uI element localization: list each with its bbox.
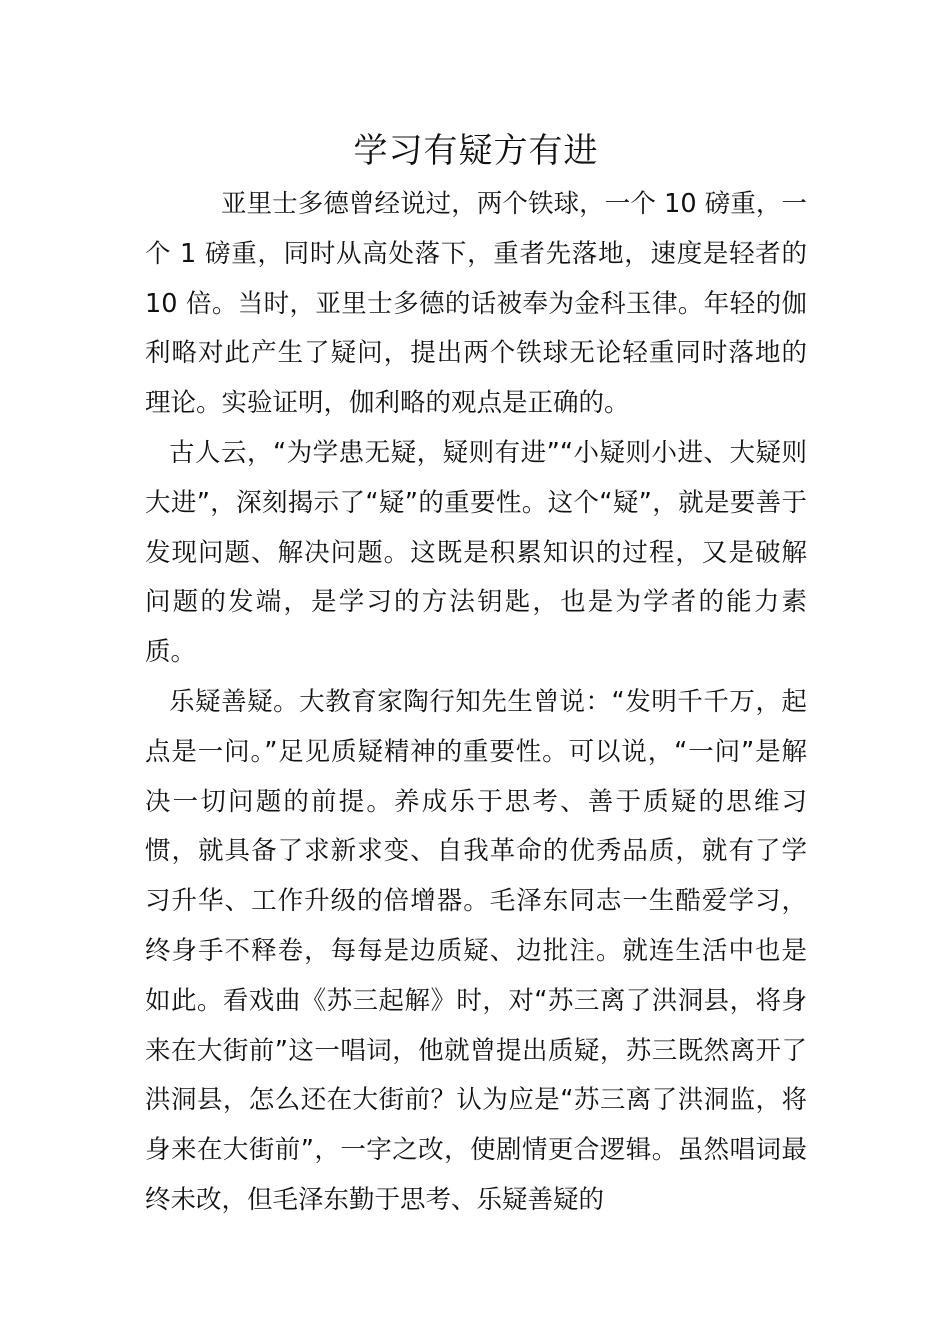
document-title: 学习有疑方有进 <box>353 131 599 171</box>
paragraph-galileo: 亚里士多德曾经说过，两个铁球，一个 10 磅重，一个 1 磅重，同时从高处落下，重者先落地，速度是轻者的 10 倍。当时，亚里士多德的话被奉为金科玉律。年轻的伽利略对此产生了疑问，提出两个铁球无论轻重同时落地的理论。实验证明，伽利略的观点是正确的。 <box>145 189 807 419</box>
paragraph-ancient-saying: 古人云，“为学患无疑，疑则有进”“小疑则小进、大疑则大进”，深刻揭示了“疑”的重要性。这个“疑”，就是要善于发现问题、解决问题。这既是积累知识的过程，又是破解问题的发端，是学习的方法钥匙，也是为学者的能力素质。 <box>145 437 807 668</box>
document-page <box>145 126 807 1226</box>
paragraph-questioning: 乐疑善疑。大教育家陶行知先生曾说：“发明千千万，起点是一问。”足见质疑精神的重要性。可以说，“一问”是解决一切问题的前提。养成乐于思考、善于质疑的思维习惯，就具备了求新求变、自我革命的优秀品质，就有了学习升华、工作升级的倍增器。毛泽东同志一生酷爱学习，终身手不释卷，每每是边质疑、边批注。就连生活中也是如此。看戏曲《苏三起解》时，对“苏三离了洪洞县，将身来在大街前”这一唱词，他就曾提出质疑，苏三既然离开了洪洞县，怎么还在大街前？认为应是“苏三离了洪洞监，将身来在大街前”，一字之改，使剧情更合逻辑。虽然唱词最终未改，但毛泽东勤于思考、乐疑善疑的 <box>145 686 807 1215</box>
